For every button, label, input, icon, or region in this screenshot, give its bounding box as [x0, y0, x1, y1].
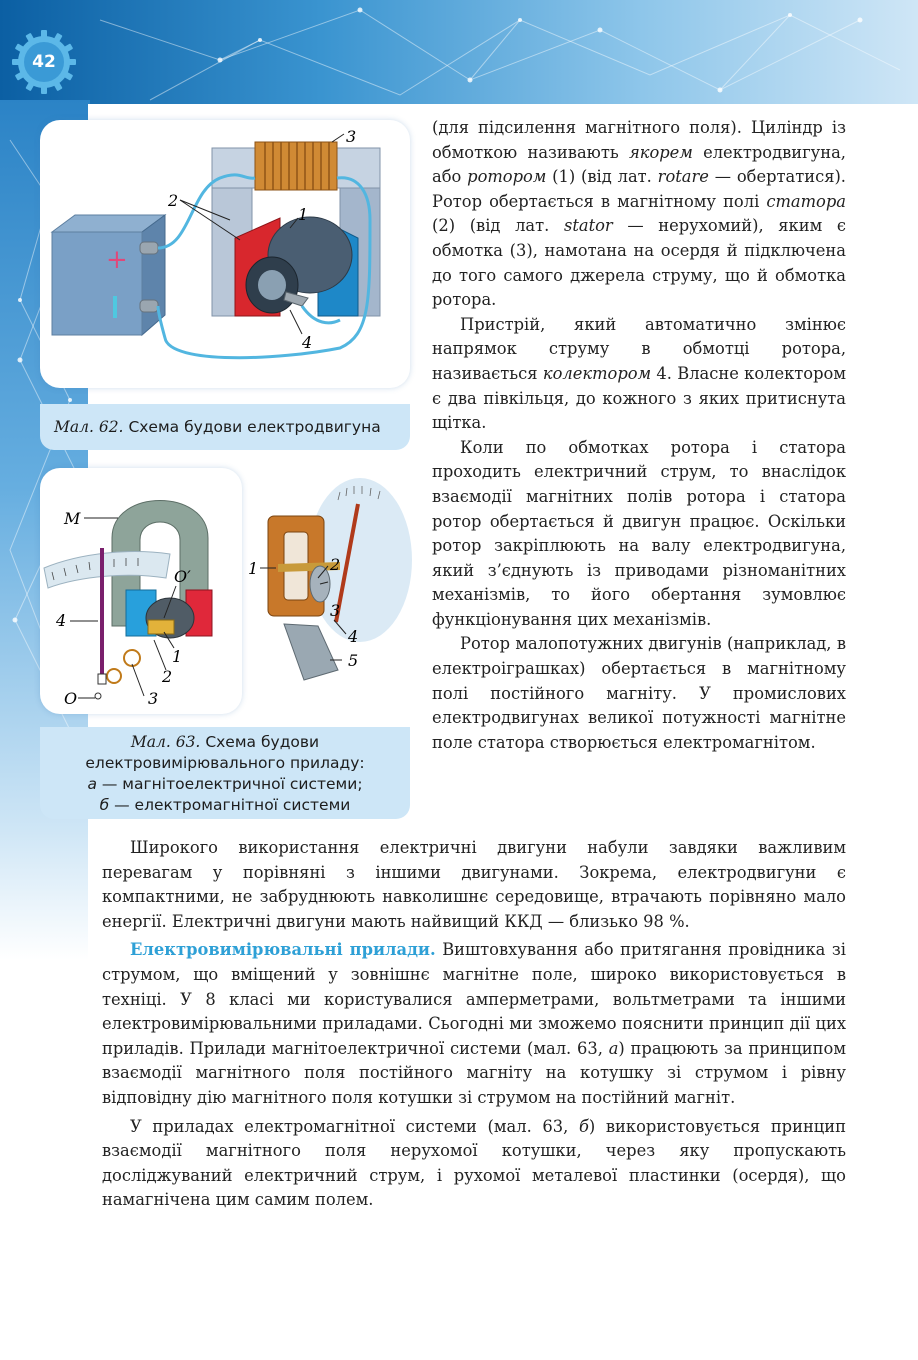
paragraph: Коли по обмотках ротора і статора проходить електричний струм, то внаслідок взаємодії магнітних полів ротора і статора ротор обертається й двигун працює. Оскільки ротор закріплюють на валу електродвигуна, який з’єднують із приводами різноманітних механізмів, то його обертання зумовлює функціонування цих механізмів. — [432, 437, 846, 629]
paragraph: У приладах електромагнітної системи (мал. 63, б) використовується принцип взаємодії магнітного поля нерухомої котушки, через яку пропускають досліджуваний електричний струм, і рухомої металевої пластинки (осердя), що намагнічена цим самим полем. — [102, 1116, 846, 1210]
paragraph: Пристрій, який автоматично змінює напрямок струму в обмотці ротора, називається колектором 4. Власне колектором є два півкільця, до кожного з яких притиснута щітка. — [432, 314, 846, 433]
figure-62-illustration — [40, 120, 410, 388]
svg-text:4: 4 — [302, 333, 313, 352]
network-pattern-icon — [0, 0, 918, 108]
svg-text:1: 1 — [172, 647, 183, 666]
svg-text:2: 2 — [330, 555, 341, 574]
svg-text:5: 5 — [348, 651, 359, 670]
svg-text:3: 3 — [148, 689, 159, 708]
right-column-text — [432, 116, 846, 755]
svg-text:O′: O′ — [174, 567, 191, 586]
full-width-text — [102, 836, 846, 1213]
caption-label: Мал. 62. — [54, 418, 124, 436]
svg-text:4: 4 — [348, 627, 359, 646]
svg-text:3: 3 — [330, 601, 341, 620]
caption-text: Схема будови електродвигуна — [128, 418, 381, 436]
paragraph: Широкого використання електричні двигуни набули завдяки важливим перевагам у порівняні з іншими двигунами. Зокрема, електродвигуни є компактними, не забруднюють навколишнє середовище, втрачають порівняно мало енергії. Електричні двигуни мають найвищий ККД — близько 98 %. — [102, 838, 846, 931]
figure-63-caption: Мал. 63. Схема будови електровимірювального приладу: а — магнітоелектричної системи; б — електромагнітної системи — [40, 727, 410, 819]
top-banner — [0, 0, 918, 108]
page-number: 42 — [32, 52, 56, 72]
paragraph: Ротор малопотужних двигунів (наприклад, в електроіграшках) обертається в магнітному полі постійного магніту. У промислових електродвигунах великої потужності магнітне поле статора створюється електромагнітом. — [432, 634, 846, 752]
magnetoelectric-meter-diagram — [40, 468, 242, 714]
svg-text:1: 1 — [248, 559, 259, 578]
svg-text:M: M — [64, 509, 81, 528]
svg-text:3: 3 — [346, 127, 357, 146]
paragraph: (для підсилення магнітного поля). Циліндр із обмоткою називають якорем електродвигуна, або ротором (1) (від лат. rotare — обертатися). Ротор обертається в магнітному полі статора (2) (від лат. stator — нерухомий), яким є обмотка (3), намотана на осердя й підключена до того самого джерела струму, що й обмотка ротора. — [432, 118, 846, 310]
svg-text:4: 4 — [56, 611, 67, 630]
paragraph: Електровимірювальні прилади. Виштовхування або притягання провідника зі струмом, що вміщений у зовнішнє магнітне поле, широко використовується в техніці. У 8 класі ми користувалися амперметрами, вольтметрами та іншими електровимірювальними приладами. Сьогодні ми зможемо пояснити принцип дії цих приладів. Прилади магнітоелектричної системи (мал. 63, а) працюють за принципом взаємодії магнітного поля постійного магніту на котушку зі струмом і рівну відповідну дію магнітного поля котушки зі струмом на постійний магніт. — [102, 940, 846, 1107]
svg-text:2: 2 — [162, 667, 173, 686]
electric-motor-diagram — [40, 120, 410, 388]
figure-62-caption — [40, 404, 410, 450]
figure-63a-illustration — [40, 468, 242, 714]
svg-text:O: O — [64, 689, 78, 708]
svg-text:+: + — [106, 245, 128, 275]
electromagnetic-meter-diagram — [248, 474, 420, 714]
caption-label: Мал. 63. — [130, 733, 201, 751]
caption-line: Схема будови — [205, 733, 320, 751]
svg-text:1: 1 — [298, 205, 309, 224]
caption-line: електровимірювального приладу: — [85, 754, 365, 772]
svg-text:2: 2 — [168, 191, 179, 210]
section-heading: Електровимірювальні прилади. — [130, 940, 436, 960]
